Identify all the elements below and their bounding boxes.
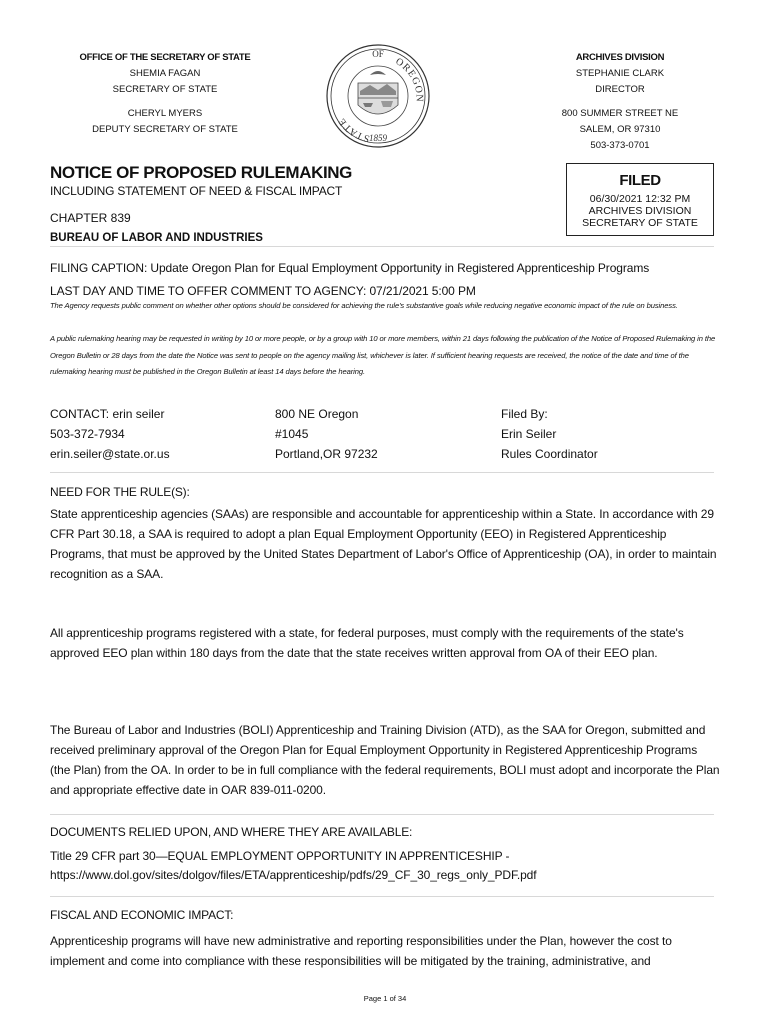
divider	[50, 896, 714, 897]
oregon-state-seal-icon	[325, 43, 431, 149]
last-day-to-comment: LAST DAY AND TIME TO OFFER COMMENT TO AGENCY: 07/21/2021 5:00 PM	[50, 284, 476, 298]
documents-line-1: Title 29 CFR part 30—EQUAL EMPLOYMENT OPPORTUNITY IN APPRENTICESHIP -	[50, 849, 510, 863]
need-paragraph-3: The Bureau of Labor and Industries (BOLI) Apprenticeship and Training Division (ATD), as the SAA for Oregon, submitted and received preliminary approval of the Oregon Plan for Equal Employment Opportunity in Registered Apprenticeship Programs (the Plan) from the OA. In order to be in full compliance with the federal requirements, BOLI must adopt and incorporate the Plan and appropriate effective date in OAR 839-011-0200.	[50, 723, 720, 797]
divider	[50, 814, 714, 815]
address-line-2: SALEM, OR 97310	[579, 124, 661, 135]
archives-division-title: ARCHIVES DIVISION	[575, 52, 665, 63]
contact-suite: #1045	[275, 427, 309, 441]
contact-email[interactable]: erin.seiler@state.or.us	[50, 447, 170, 461]
seal-right-text: OREGON	[393, 56, 425, 103]
public-comment-note: The Agency requests public comment on whether other options should be considered for achieving the rule's substantive goals while reducing negative economic impact of the rule on business.	[50, 301, 678, 310]
documents-heading: DOCUMENTS RELIED UPON, AND WHERE THEY ARE AVAILABLE:	[50, 825, 413, 839]
contact-column-1	[50, 404, 170, 464]
filed-by-label: Filed By:	[501, 407, 548, 421]
divider	[50, 246, 714, 247]
contact-street: 800 NE Oregon	[275, 407, 359, 421]
address-line-1: 800 SUMMER STREET NE	[561, 108, 679, 119]
secretary-title: SECRETARY OF STATE	[112, 84, 218, 95]
seal-year: 1859	[369, 133, 387, 143]
seal-left-text: STATE	[336, 115, 371, 144]
documents-link[interactable]: https://www.dol.gov/sites/dolgov/files/ETA/apprenticeship/pdfs/29_CF_30_regs_only_PDF.pdf	[50, 868, 537, 882]
need-paragraph-1: State apprenticeship agencies (SAAs) are responsible and accountable for apprenticeship within a State. In accordance with 29 CFR Part 30.18, a SAA is required to adopt a plan Equal Employment Opportunity (EEO) in Registered Apprenticeship Programs, that must be approved by the United States Department of Labor's Office of Apprenticeship (OA), in order to maintain recognition as a SAA.	[50, 507, 717, 581]
contact-name: CONTACT: erin seiler	[50, 407, 165, 421]
filed-office: SECRETARY OF STATE	[582, 217, 698, 229]
filed-by-name: Erin Seiler	[501, 427, 557, 441]
hearing-note: A public rulemaking hearing may be requested in writing by 10 or more people, or by a group with 10 or more members, within 21 days following the publication of the Notice of Proposed Rulemaking in the Oregon Bulletin or 28 days from the date the Notice was sent to people on the agency mailing list, whichever is later. If sufficient hearing requests are received, the notice of the date and time of the rulemaking hearing must be published in the Oregon Bulletin at least 14 days before the hearing.	[50, 334, 716, 376]
filed-title: FILED	[619, 172, 661, 189]
fiscal-paragraph-1: Apprenticeship programs will have new administrative and reporting responsibilities under the Plan, however the cost to implement and come into compliance with these responsibilities will be mitigated by the training, administrative, and	[50, 934, 672, 968]
filed-division: ARCHIVES DIVISION	[588, 205, 692, 217]
notice-subtitle: INCLUDING STATEMENT OF NEED & FISCAL IMPACT	[50, 184, 343, 198]
header-left	[50, 50, 280, 138]
contact-city: Portland,OR 97232	[275, 447, 378, 461]
notice-title: NOTICE OF PROPOSED RULEMAKING	[50, 163, 352, 182]
director-title: DIRECTOR	[595, 84, 645, 95]
fiscal-heading: FISCAL AND ECONOMIC IMPACT:	[50, 908, 234, 922]
chapter-number: CHAPTER 839	[50, 211, 131, 225]
deputy-title: DEPUTY SECRETARY OF STATE	[92, 124, 238, 135]
contact-phone: 503-372-7934	[50, 427, 125, 441]
svg-text:STATE	[336, 115, 371, 144]
page-number: Page 1 of 34	[363, 994, 407, 1003]
notice-block	[50, 163, 530, 246]
header-right	[520, 50, 720, 154]
deputy-name: CHERYL MYERS	[127, 108, 203, 119]
need-heading: NEED FOR THE RULE(S):	[50, 485, 190, 499]
divider	[50, 472, 714, 473]
phone-number: 503-373-0701	[590, 140, 650, 151]
contact-column-3	[501, 404, 598, 464]
seal-top-text: OF	[372, 49, 384, 59]
need-paragraph-2: All apprenticeship programs registered with a state, for federal purposes, must comply with the requirements of the state's approved EEO plan within 180 days from the date that the state receives written approval from OA of their EEO plan.	[50, 626, 684, 660]
office-title: OFFICE OF THE SECRETARY OF STATE	[79, 52, 251, 63]
filed-stamp	[566, 163, 714, 236]
contact-column-2	[275, 404, 378, 464]
filing-caption: FILING CAPTION: Update Oregon Plan for Equal Employment Opportunity in Registered Apprenticeship Programs	[50, 261, 650, 275]
agency-name: BUREAU OF LABOR AND INDUSTRIES	[50, 232, 263, 244]
filed-datetime: 06/30/2021 12:32 PM	[589, 193, 691, 205]
director-name: STEPHANIE CLARK	[575, 68, 665, 79]
secretary-name: SHEMIA FAGAN	[129, 68, 201, 79]
filed-by-title: Rules Coordinator	[501, 447, 598, 461]
